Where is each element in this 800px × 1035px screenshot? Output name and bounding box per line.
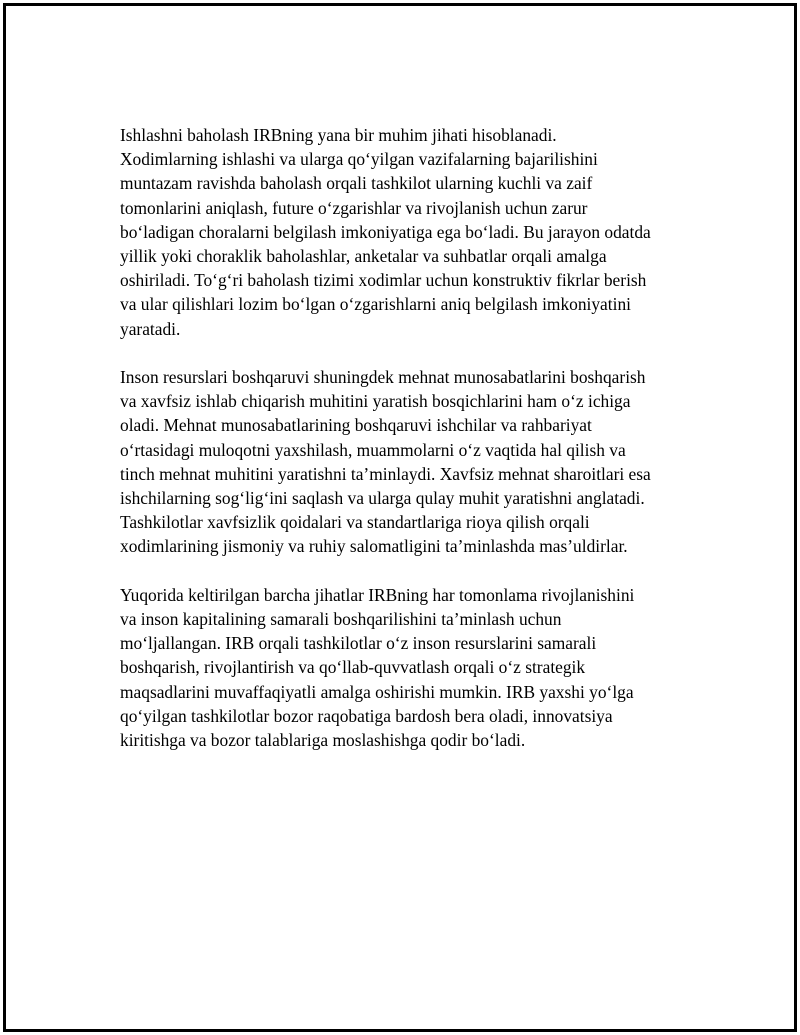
text-line: maqsadlarini muvaffaqiyatli amalga oshirishi mumkin. IRB yaxshi yo‘lga <box>120 681 634 702</box>
text-line: tinch mehnat muhitini yaratishni ta’minlaydi. Xavfsiz mehnat sharoitlari esa <box>120 463 651 484</box>
text-line: mo‘ljallangan. IRB orqali tashkilotlar o‘z inson resurslarini samarali <box>120 633 597 654</box>
text-line: Inson resurslari boshqaruvi shuningdek mehnat munosabatlarini boshqarish <box>120 367 646 388</box>
text-line: va ular qilishlari lozim bo‘lgan o‘zgarishlarni aniq belgilash imkoniyatini <box>120 294 631 315</box>
document-body <box>120 123 690 776</box>
paragraph-3 <box>120 583 690 752</box>
text-line: oshiriladi. To‘g‘ri baholash tizimi xodimlar uchun konstruktiv fikrlar berish <box>120 270 647 291</box>
text-line: o‘rtasidagi muloqotni yaxshilash, muammolarni o‘z vaqtida hal qilish va <box>120 439 626 460</box>
text-line: boshqarish, rivojlantirish va qo‘llab-quvvatlash orqali o‘z strategik <box>120 657 586 678</box>
text-line: tomonlarini aniqlash, future o‘zgarishlar va rivojlanish uchun zarur <box>120 197 588 218</box>
paragraph-1 <box>120 123 690 341</box>
text-line: xodimlarining jismoniy va ruhiy salomatligini ta’minlashda mas’uldirlar. <box>120 536 628 557</box>
document-page <box>3 3 797 1032</box>
text-line: yaratadi. <box>120 318 181 339</box>
paragraph-2 <box>120 365 690 559</box>
text-line: yillik yoki choraklik baholashlar, anketalar va suhbatlar orqali amalga <box>120 246 607 267</box>
text-line: ishchilarning sog‘lig‘ini saqlash va ularga qulay muhit yaratishni anglatadi. <box>120 488 645 509</box>
text-line: Tashkilotlar xavfsizlik qoidalari va standartlariga rioya qilish orqali <box>120 512 590 533</box>
text-line: kiritishga va bozor talablariga moslashishga qodir bo‘ladi. <box>120 730 526 751</box>
text-line: oladi. Mehnat munosabatlarining boshqaruvi ishchilar va rahbariyat <box>120 415 592 436</box>
text-line: va inson kapitalining samarali boshqarilishini ta’minlash uchun <box>120 609 562 630</box>
text-line: Yuqorida keltirilgan barcha jihatlar IRBning har tomonlama rivojlanishini <box>120 584 635 605</box>
text-line: qo‘yilgan tashkilotlar bozor raqobatiga bardosh bera oladi, innovatsiya <box>120 705 613 726</box>
text-line: bo‘ladigan choralarni belgilash imkoniyatiga ega bo‘ladi. Bu jarayon odatda <box>120 221 651 242</box>
text-line: muntazam ravishda baholash orqali tashkilot ularning kuchli va zaif <box>120 173 593 194</box>
text-line: va xavfsiz ishlab chiqarish muhitini yaratish bosqichlarini ham o‘z ichiga <box>120 391 631 412</box>
text-line: Ishlashni baholash IRBning yana bir muhim jihati hisoblanadi. <box>120 125 557 145</box>
text-line: Xodimlarning ishlashi va ularga qo‘yilgan vazifalarning bajarilishini <box>120 149 598 170</box>
